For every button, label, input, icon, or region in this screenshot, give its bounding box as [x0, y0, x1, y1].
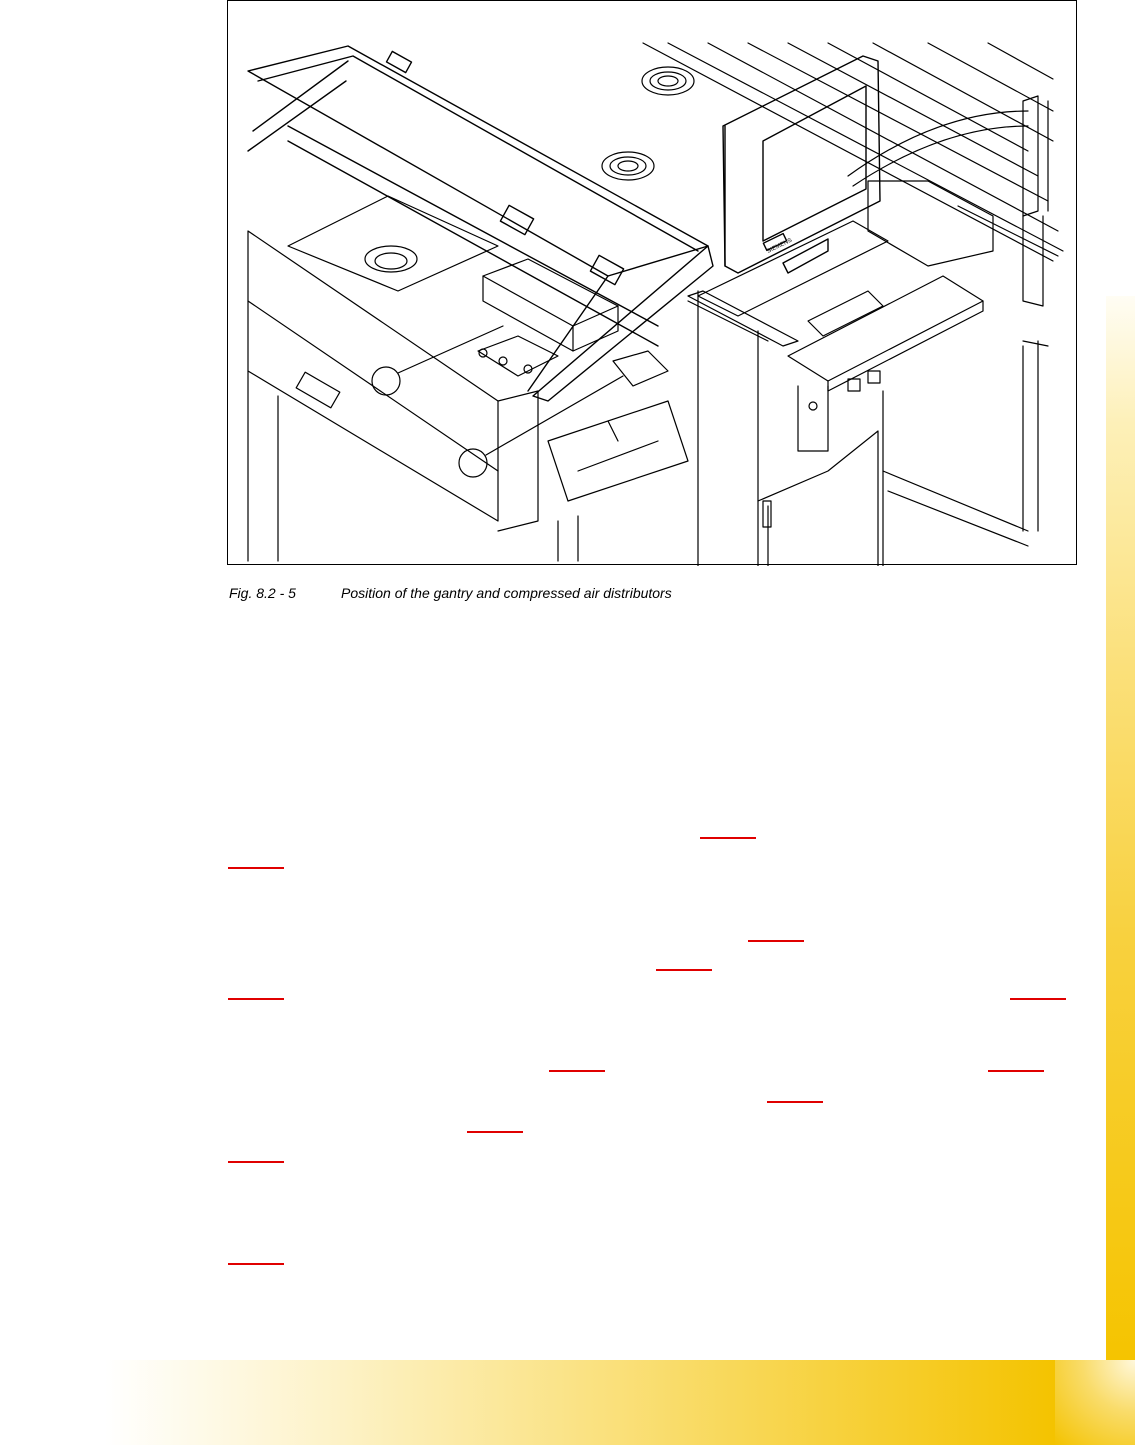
vent-grilles — [602, 67, 694, 180]
center-column — [688, 291, 798, 566]
monitor — [723, 56, 880, 273]
monitor-brand-label: SIEMENS — [766, 237, 794, 255]
side-accent-band — [1106, 296, 1135, 1360]
figure-frame — [227, 0, 1077, 565]
cross-reference-link[interactable] — [228, 867, 284, 869]
cross-reference-link[interactable] — [700, 837, 756, 839]
cross-reference-link[interactable] — [656, 969, 712, 971]
lower-rail — [548, 401, 688, 561]
machine-drawing — [228, 1, 1078, 566]
cross-reference-link[interactable] — [1010, 998, 1066, 1000]
cross-reference-link[interactable] — [228, 998, 284, 1000]
figure-caption-text: Position of the gantry and compressed air distributors — [341, 585, 672, 601]
corner-accent — [1055, 1360, 1135, 1445]
cross-reference-link[interactable] — [988, 1070, 1044, 1072]
figure-caption — [229, 585, 672, 601]
cross-reference-link[interactable] — [549, 1070, 605, 1072]
right-column — [758, 371, 1028, 566]
distributor-block — [478, 259, 668, 386]
cross-reference-link[interactable] — [467, 1131, 523, 1133]
cross-reference-link[interactable] — [228, 1263, 284, 1265]
cross-reference-link[interactable] — [767, 1101, 823, 1103]
cross-reference-link[interactable] — [228, 1161, 284, 1163]
left-cabinet — [248, 196, 538, 561]
back-rails — [643, 43, 1063, 261]
cross-reference-link[interactable] — [748, 940, 804, 942]
bottom-accent-band — [105, 1360, 1055, 1445]
console-platform — [698, 181, 1058, 391]
figure-number: Fig. 8.2 - 5 — [229, 585, 296, 601]
